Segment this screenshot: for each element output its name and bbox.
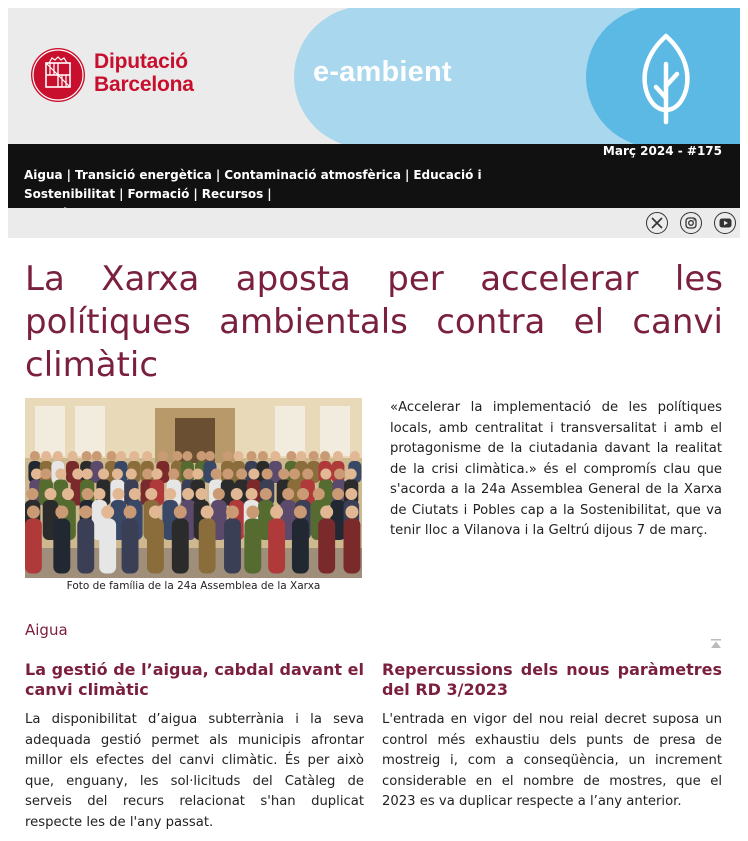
nav-separator: | [66,168,72,182]
nav-separator: | [193,187,198,201]
nav-link-formacio[interactable]: Formació [127,187,190,201]
photo-person-head [31,469,42,480]
nav-separator: | [215,168,221,182]
photo-person-head [195,488,207,500]
photo-person-head [296,451,306,461]
photo-person-head [309,451,319,461]
photo-person-head [168,469,179,480]
photo-person-head [98,469,109,480]
photo-person-head [92,451,102,461]
nav-link-contaminacio-atmosferica[interactable]: Contaminació atmosfèrica [224,168,401,182]
photo-person-head [297,488,309,500]
photo-person-head [222,469,233,480]
nav-bar [8,144,740,208]
photo-person-head [112,469,123,480]
article-body-aigua-gestio: La disponibilitat d’aigua subterrània i la seva adequada gestió permet als municipis afrontar millor els efectes del canvi climàtic. És per això que, enguany, les sol·licituds del Catàleg de serveis del recurs relacionat s'han duplicat respecte les de l'any passat. [25,712,364,830]
nav-separator: | [404,168,410,182]
photo-person-head [79,506,92,519]
photo-person-head [226,506,239,519]
photo-person-body [244,519,261,574]
header-banner [8,8,740,144]
photo-person-head [211,469,222,480]
group-photo[interactable] [25,398,362,578]
photo-person-body [122,519,139,574]
youtube-icon[interactable] [714,212,736,234]
photo-person-head [158,451,168,461]
section-label: Aigua [25,621,68,639]
instagram-icon[interactable] [680,212,702,234]
photo-person-head [124,506,137,519]
photo-person-body [268,519,285,574]
photo-person-head [294,506,307,519]
photo-person-body [25,519,42,574]
photo-person-head [93,488,105,500]
photo-caption: Foto de família de la 24a Assemblea de la Xarxa [66,580,321,592]
photo-person-head [246,506,259,519]
diputacio-seal-icon[interactable] [31,48,85,102]
photo-person-head [260,488,272,500]
photo-person-head [112,488,124,500]
photo-person-body [172,519,189,574]
photo-person-head [345,488,357,500]
photo-person-head [231,488,243,500]
photo-person-head [270,506,283,519]
photo-person-body [292,519,309,574]
photo-person-head [142,451,152,461]
photo-person-head [262,469,273,480]
photo-person-body [53,519,70,574]
leaf-icon [636,30,696,130]
photo-person-head [149,506,162,519]
intro-text: «Accelerar la implementació de les polítiques locals, amb centralitat i transversalitat i amb el protagonisme de la ciutadania davant la realitat de la crisi climàtica.» és el compromís clau que s'acorda a la 24a Assemblea General de la Xarxa de Ciutats i Pobles cap a la Sostenibilitat, que va tenir lloc a Vilanova i la Geltrú dijous 7 de març. [390,400,722,538]
photo-person-body [344,519,361,574]
photo-person-head [333,451,343,461]
nav-link-educacio-sostenibilitat[interactable]: Educació i Sostenibilitat [24,168,482,201]
photo-person-head [55,506,68,519]
photo-person-head [182,451,192,461]
nav-link-aigua[interactable]: Aigua [24,168,63,182]
newsletter-title: e-ambient [313,56,452,88]
photo-person-head [172,451,182,461]
back-to-top-icon[interactable] [710,634,722,653]
photo-person-head [201,506,214,519]
issue-label: Març 2024 - #175 [602,144,722,158]
diputacio-logo-text[interactable] [94,50,194,96]
photo-person-head [196,451,206,461]
nav-separator: | [119,187,124,201]
org-name-line1: Diputació [94,50,188,73]
photo-person-head [40,469,51,480]
photo-person-head [30,451,40,461]
photo-person-head [27,506,40,519]
photo-person-head [346,469,357,480]
photo-person-head [313,488,325,500]
article-body-rd-3-2023: L'entrada en vigor del nou reial decret suposa un control més exhaustiu dels punts de presa de mostreig i, com a conseqüència, un increment considerable en el nombre de mostres, que el 2023 es va duplicar respecte a l’any anterior. [382,712,722,809]
photo-person-head [81,488,93,500]
photo-person-head [68,451,78,461]
photo-person-head [82,451,92,461]
photo-person-head [213,488,225,500]
photo-person-head [174,506,187,519]
photo-person-body [147,519,164,574]
photo-person-head [129,488,141,500]
photo-person-body [224,519,241,574]
photo-person-head [126,469,137,480]
photo-person-head [116,451,126,461]
x-icon[interactable] [646,212,668,234]
article-title-rd-3-2023[interactable]: Repercussions dels nous paràmetres del RD 3/2023 [382,660,722,699]
photo-person-head [320,451,330,461]
photo-person-head [53,451,63,461]
photo-person-head [101,506,114,519]
nav-link-transicio-energetica[interactable]: Transició energètica [75,168,212,182]
photo-person-head [82,469,93,480]
photo-person-head [129,451,139,461]
photo-person-head [151,469,162,480]
photo-person-head [246,488,258,500]
photo-person-head [320,469,331,480]
photo-person-head [258,451,268,461]
photo-person-head [302,469,313,480]
photo-person-head [332,488,344,500]
photo-person-head [41,451,51,461]
photo-person-head [334,469,345,480]
photo-person-head [164,488,176,500]
photo-person-head [233,451,243,461]
photo-person-body [199,519,216,574]
nav-link-recursos[interactable]: Recursos [201,187,264,201]
org-name-line2: Barcelona [94,73,194,96]
photo-person-head [270,451,280,461]
photo-person-head [182,488,194,500]
main-headline[interactable]: La Xarxa aposta per accelerar les polítiques ambientals contra el canvi climàtic [25,259,723,385]
article-title-aigua-gestio[interactable]: La gestió de l’aigua, cabdal davant el canvi climàtic [25,660,364,699]
photo-person-head [282,488,294,500]
photo-person-head [236,469,247,480]
photo-person-head [350,451,360,461]
photo-person-body [318,519,335,574]
photo-person-head [145,488,157,500]
photo-person-head [62,488,74,500]
photo-person-head [345,506,358,519]
photo-person-head [55,469,66,480]
photo-person-head [205,451,215,461]
photo-person-head [26,488,38,500]
photo-person-head [45,488,57,500]
photo-person-head [289,469,300,480]
photo-person-head [278,469,289,480]
social-bar [8,208,740,238]
photo-person-head [286,451,296,461]
photo-person-head [192,469,203,480]
photo-person-head [320,506,333,519]
photo-person-body [99,519,116,574]
photo-person-body [77,519,94,574]
photo-person-head [106,451,116,461]
photo-person-head [223,451,233,461]
photo-person-head [246,451,256,461]
photo-person-head [72,469,83,480]
nav-separator: | [267,187,272,201]
photo-person-head [248,469,259,480]
